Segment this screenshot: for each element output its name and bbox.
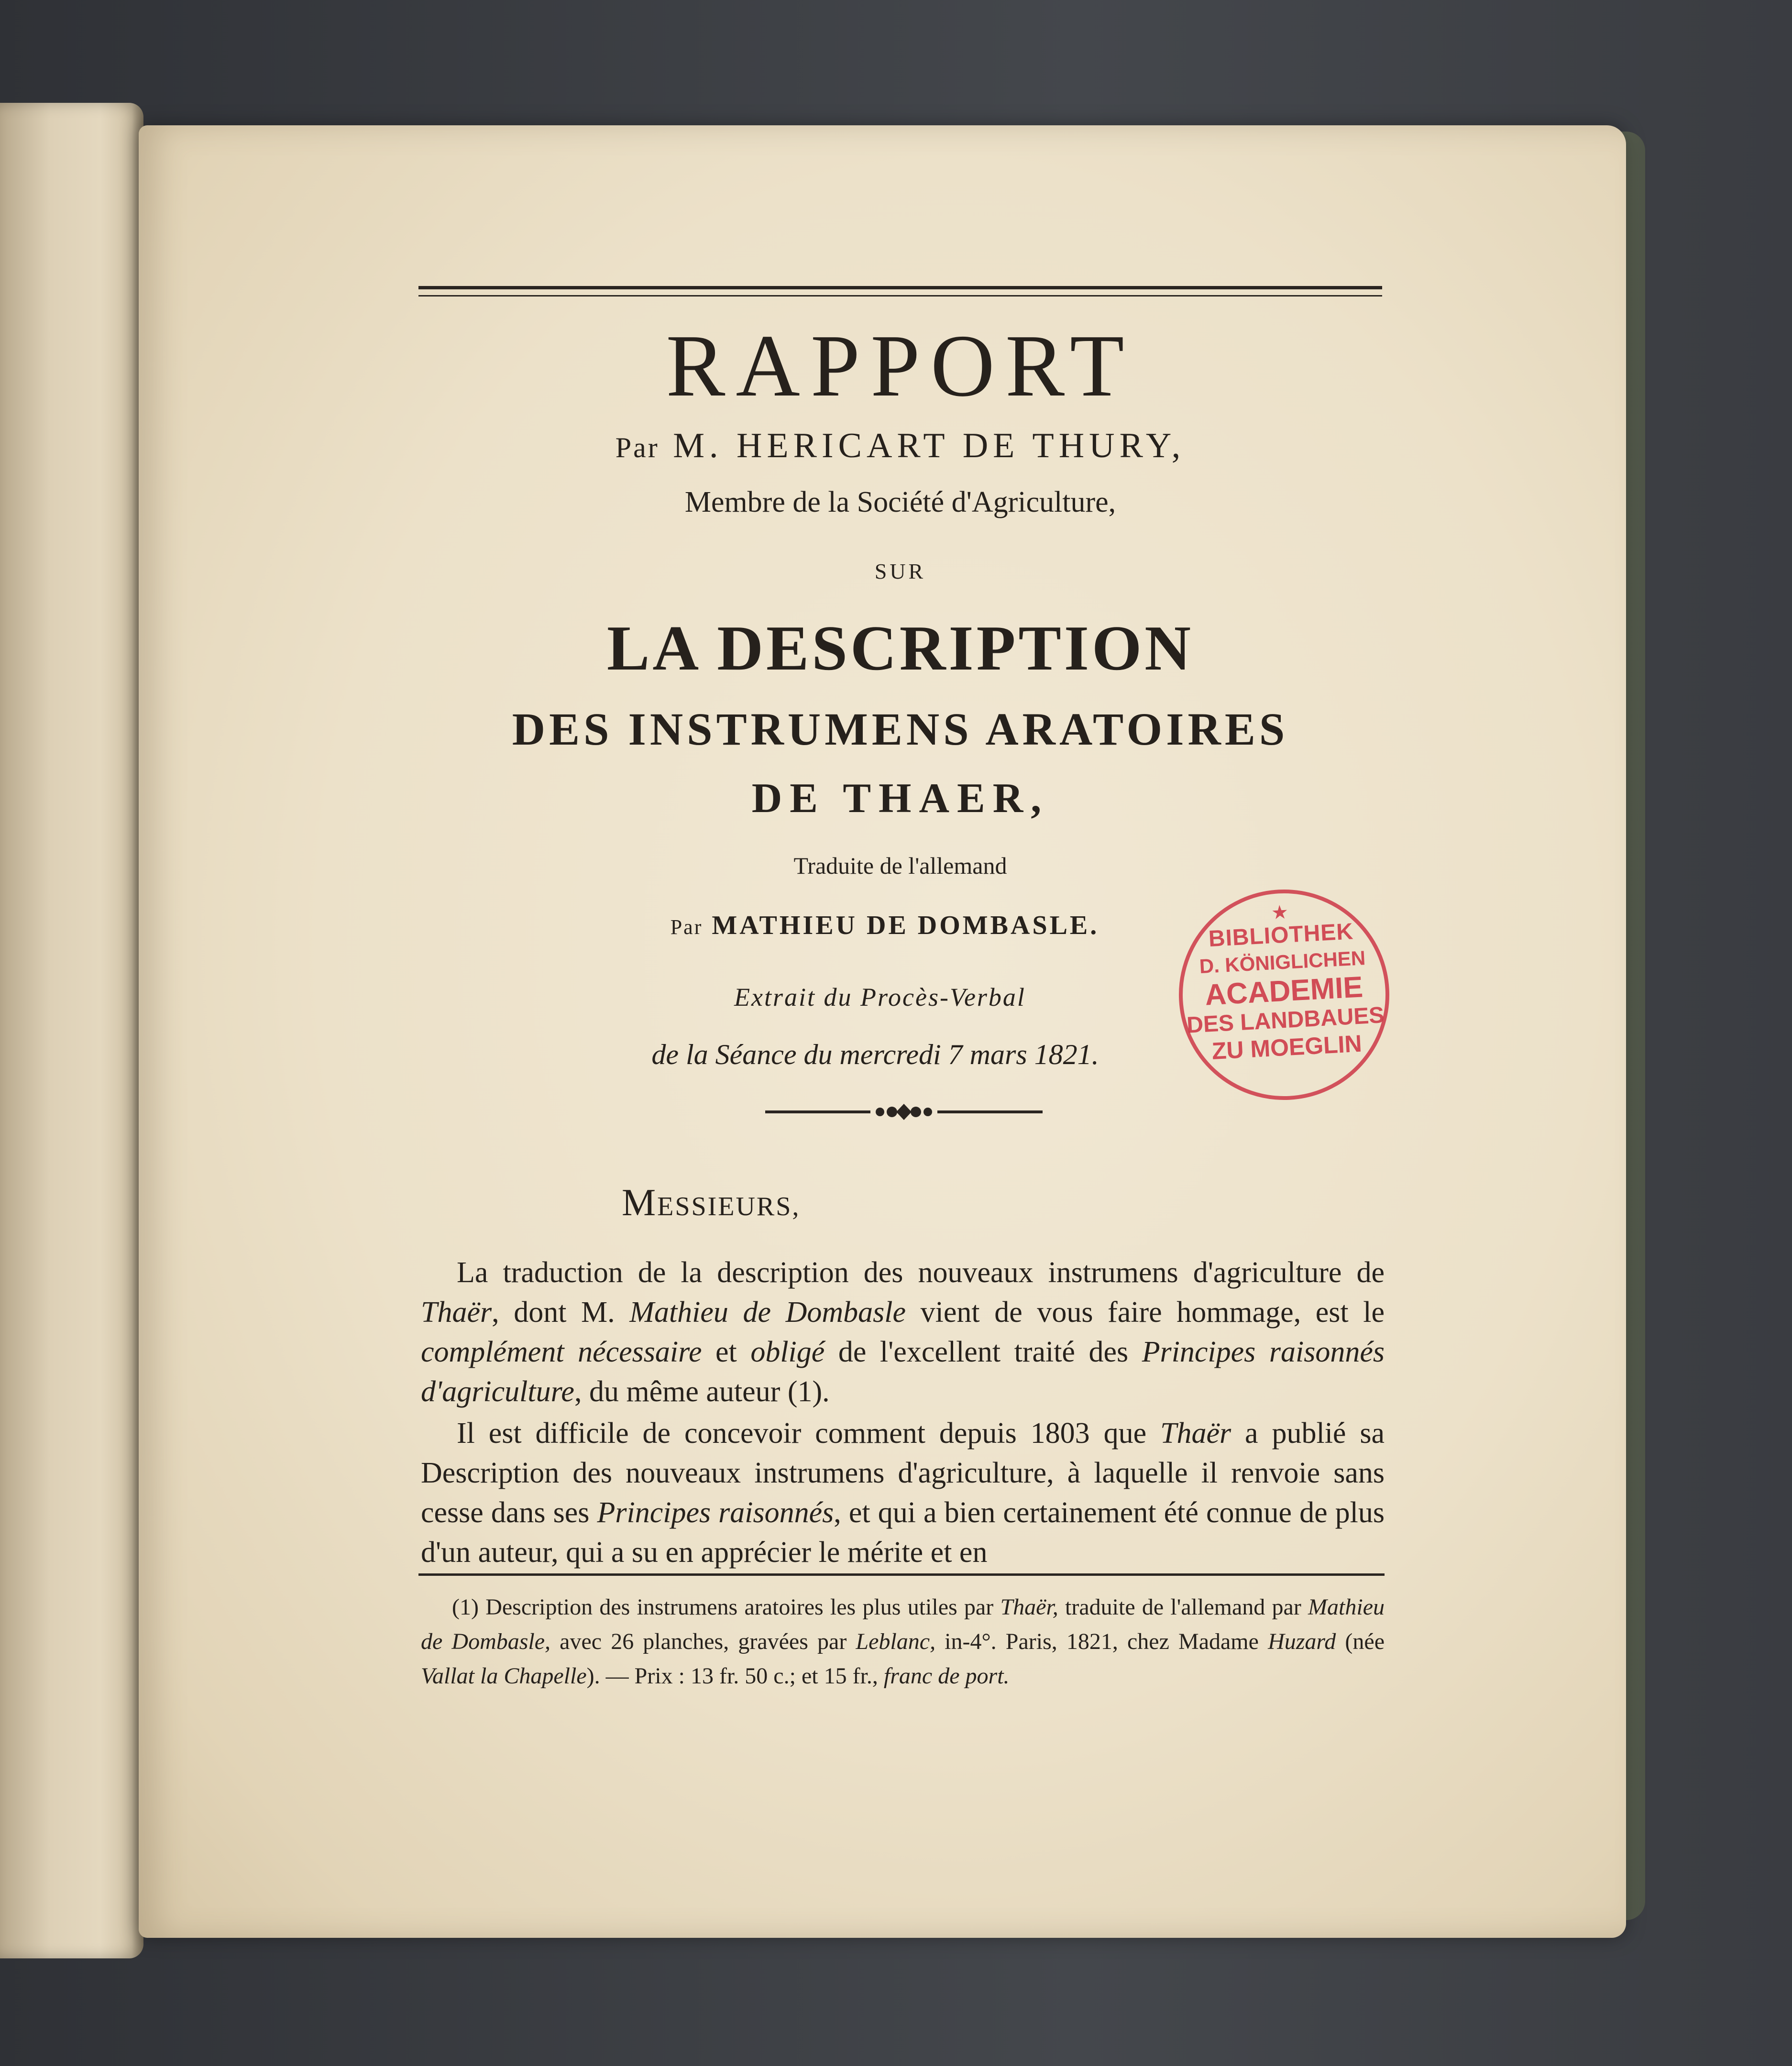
stamp-line-5: ZU MOEGLIN — [1211, 1030, 1363, 1065]
p2-text-c: a publié sa Description des nouveaux instrumens d'agriculture, à laquelle il renvoie sans cesse dans ses — [421, 1417, 1385, 1529]
facing-page-edge — [0, 103, 143, 1958]
session-date: de la Séance du mercredi 7 mars 1821. — [651, 1039, 1099, 1070]
fn-italic-vallat: Vallat la Chapelle — [421, 1663, 587, 1689]
subject-subtitle: DES INSTRUMENS ARATOIRES — [512, 703, 1289, 755]
page-title: RAPPORT — [666, 317, 1135, 415]
p1-text-c: , dont M. — [492, 1296, 630, 1329]
salutation-initial: M — [622, 1182, 658, 1224]
fn-italic-huzard: Huzard — [1268, 1629, 1336, 1654]
salutation — [622, 1176, 800, 1233]
fn-text-i: (née — [1336, 1629, 1385, 1654]
p2-italic-principes: Principes raisonnés — [597, 1496, 834, 1529]
footnote-rule — [418, 1573, 1385, 1576]
footnote-text — [421, 1590, 1385, 1693]
fn-italic-franc: franc de port. — [883, 1663, 1010, 1689]
translation-note: Traduite de l'allemand — [793, 852, 1007, 879]
body-text — [421, 1253, 1385, 1572]
p2-italic-thaer: Thaër — [1160, 1417, 1231, 1450]
top-double-rule — [418, 286, 1382, 297]
p1-text-g: et — [702, 1336, 751, 1368]
footnote — [421, 1590, 1385, 1693]
p2-text-a: Il est difficile de concevoir comment depuis 1803 que — [457, 1417, 1161, 1450]
stamp-star-icon: ★ — [1270, 901, 1289, 924]
extract-heading: Extrait du Procès-Verbal — [734, 983, 1026, 1011]
sur-label: SUR — [874, 559, 926, 583]
fn-italic-dombasle: Mathieu de Dombasle, — [421, 1594, 1385, 1654]
byline-par: Par — [615, 432, 660, 463]
p1-text-a: La traduction de la description des nouveaux instrumens d'agriculture de — [457, 1256, 1385, 1289]
fn-text-g: in-4°. Paris, 1821, chez Madame — [935, 1629, 1268, 1654]
paragraph-2 — [421, 1414, 1385, 1572]
p1-text-e: vient de vous faire hommage, est le — [906, 1296, 1385, 1329]
translator-line — [598, 904, 1172, 949]
ornament-divider — [760, 1100, 1047, 1124]
stamp-line-4: DES LANDBAUES — [1186, 1002, 1385, 1038]
author-affiliation: Membre de la Société d'Agriculture, — [684, 486, 1116, 518]
translator-name: MATHIEU DE DOMBASLE. — [712, 911, 1099, 940]
subject-title: LA DESCRIPTION — [607, 613, 1194, 683]
p1-text-i: de l'excellent traité des — [825, 1336, 1142, 1368]
stamp-line-3: ACADEMIE — [1204, 970, 1364, 1012]
fn-italic-leblanc: Leblanc, — [856, 1629, 936, 1654]
author-byline — [418, 422, 1382, 472]
fn-italic-thaer: Thaër, — [1000, 1594, 1058, 1620]
p2-text-e: , et qui a bien certainement été connue de plus d'un auteur, qui a su en apprécier le mérite et en — [421, 1496, 1385, 1569]
p1-italic-oblige: obligé — [750, 1336, 825, 1368]
salutation-rest: ESSIEURS, — [657, 1192, 801, 1221]
paragraph-1 — [421, 1253, 1385, 1412]
stamp-line-1: BIBLIOTHEK — [1208, 919, 1354, 952]
fn-text-a: (1) Description des instrumens aratoires les plus utiles par — [452, 1594, 1000, 1620]
p1-text-k: , du même auteur (1). — [574, 1375, 830, 1408]
subject-author: DE THAER, — [751, 775, 1049, 822]
fn-text-k: ). — Prix : 13 fr. 50 c.; et 15 fr., — [586, 1663, 884, 1689]
p1-italic-dombasle: Mathieu de Dombasle — [629, 1296, 906, 1329]
fn-text-e: avec 26 planches, gravées par — [550, 1629, 856, 1654]
author-name: M. HERICART DE THURY, — [673, 426, 1186, 465]
stamp-line-2: D. KÖNIGLICHEN — [1198, 946, 1366, 978]
translator-par: Par — [670, 915, 703, 939]
p1-italic-thaer: Thaër — [421, 1296, 492, 1329]
p1-italic-principes: Principes raisonnés d'agriculture — [421, 1336, 1385, 1408]
p1-italic-complement: complément nécessaire — [421, 1336, 702, 1368]
fn-text-c: traduite de l'allemand par — [1058, 1594, 1308, 1620]
